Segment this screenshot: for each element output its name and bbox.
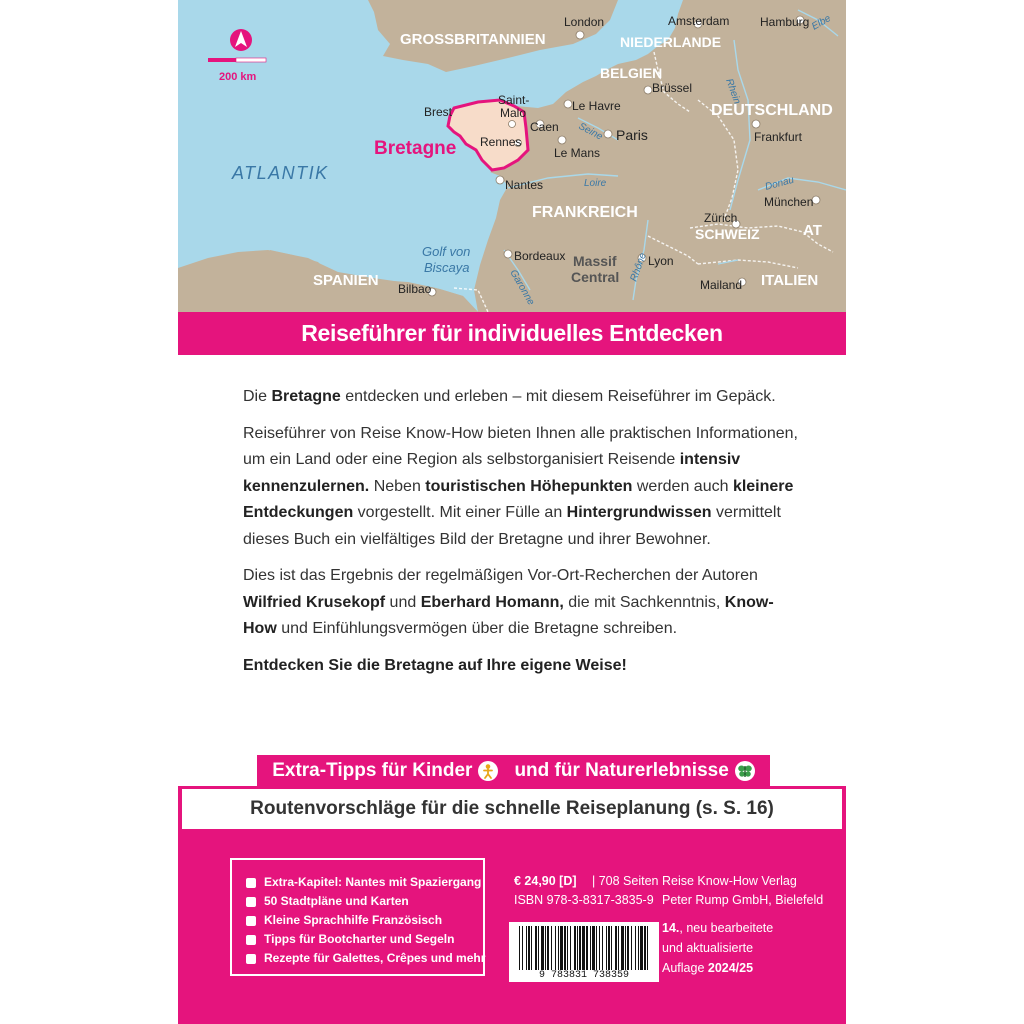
paragraph-1: Die Bretagne entdecken und erleben – mit diesem Reiseführer im Gepäck. [243, 388, 776, 405]
barcode-bar [558, 926, 559, 970]
barcode-bar [564, 926, 566, 970]
barcode-bar [577, 926, 578, 970]
price: € 24,90 [D] [514, 874, 577, 888]
city-label-malo: Malo [500, 106, 527, 120]
extra-tips-nature: und für Naturerlebnisse [514, 760, 729, 781]
barcode-bar [528, 926, 530, 970]
barcode-digits: 9 783831 738359 [509, 970, 659, 982]
city-label-frankfurt: Frankfurt [754, 130, 803, 144]
checkbox-icon [246, 916, 256, 926]
barcode-bar [631, 926, 632, 970]
barcode-bar [535, 926, 537, 970]
gulf-label-line2: Biscaya [424, 260, 470, 275]
features-list [230, 858, 485, 976]
route-suggestions: Routenvorschläge für die schnelle Reiseplanung (s. S. 16) [182, 789, 842, 829]
city-label-hamburg: Hamburg [760, 15, 810, 29]
paragraph-2: Reiseführer von Reise Know-How bieten Ihnen alle praktischen Informationen, um ein Land oder eine Region als selbstorganisiert Reisende intensiv kennenzulernen. Neben touristischen Höhepunkten werden auch kleinere Entdeckungen vorgestellt. Mit einer Fülle an Hintergrundwissen vermittelt dieses Buch ein vielfältiges Bild der Bretagne und ihrer Bewohner. [243, 424, 798, 548]
barcode-bar [586, 926, 588, 970]
city-label-rennes: Rennes [480, 135, 522, 149]
country-label-italien: ITALIEN [761, 272, 819, 289]
edition-line-1: 14., neu bearbeitete [662, 921, 774, 935]
barcode-bar [570, 926, 571, 970]
checkbox-icon [246, 878, 256, 888]
barcode-bar [526, 926, 527, 970]
river-label-seine: Seine [576, 120, 605, 143]
barcode-bar [644, 926, 646, 970]
country-label-belgien: BELGIEN [600, 65, 663, 81]
city-label-nantes: Nantes [505, 178, 544, 192]
barcode-bar [522, 926, 523, 970]
barcode-bar [611, 926, 612, 970]
isbn: ISBN 978-3-8317-3835-9 [514, 893, 654, 907]
city-dot-london [576, 31, 584, 39]
city-label-amsterdam: Amsterdam [668, 14, 730, 28]
checkbox-icon [246, 897, 256, 907]
barcode [509, 922, 659, 982]
scale-label: 200 km [219, 71, 257, 83]
barcode-bar [618, 926, 619, 970]
city-label-saint: Saint- [498, 93, 530, 107]
region-label-line2: Central [571, 269, 620, 285]
edition-line-3: Auflage 2024/25 [662, 961, 754, 975]
barcode-bar [627, 926, 629, 970]
book-back-cover [178, 0, 846, 1024]
barcode-bar [590, 926, 591, 970]
river-label-rhone: Rhône [628, 251, 649, 284]
barcode-bar [519, 926, 520, 970]
publisher-line-2: Peter Rump GmbH, Bielefeld [662, 893, 824, 907]
barcode-bar [599, 926, 600, 970]
page-count: | 708 Seiten [592, 874, 659, 888]
barcode-bar [625, 926, 626, 970]
country-label-niederlande: NIEDERLANDE [620, 34, 722, 50]
barcode-bar [621, 926, 624, 970]
paragraph-4: Entdecken Sie die Bretagne auf Ihre eigene Weise! [243, 656, 627, 674]
country-label-frankreich: FRANKREICH [532, 204, 638, 221]
barcode-bar [555, 926, 556, 970]
river-label-garonne: Garonne [507, 268, 537, 308]
feature-item: Tipps für Bootcharter und Segeln [246, 930, 473, 949]
region-label-line1: Massif [573, 253, 617, 269]
barcode-bar [547, 926, 549, 970]
barcode-bar [602, 926, 603, 970]
river-label-elbe: Elbe [810, 13, 833, 33]
barcode-bar [635, 926, 636, 970]
city-label-caen: Caen [530, 120, 559, 134]
extra-tips-kids: Extra-Tipps für Kinder [272, 760, 473, 781]
city-label-brest: Brest [424, 105, 453, 119]
feature-item: Extra-Kapitel: Nantes mit Spaziergang [246, 873, 473, 892]
city-dot-bruessel [644, 86, 652, 94]
city-dot-saint-malo [509, 121, 516, 128]
city-dot-nantes [496, 176, 504, 184]
city-label-muenchen: München [764, 195, 814, 209]
city-label-bruessel: Brüssel [652, 81, 693, 95]
barcode-bar [531, 926, 532, 970]
barcode-bar [638, 926, 639, 970]
barcode-bar [608, 926, 610, 970]
paragraph-3: Dies ist das Ergebnis der regelmäßigen Vor-Ort-Recherchen der Autoren Wilfried Krusekopf und Eberhard Homann, die mit Sachkenntnis, Know-How und Einfühlungsvermögen über die Bretagne schreiben. [243, 567, 774, 637]
city-dot-le-mans [558, 136, 566, 144]
city-label-le-mans: Le Mans [554, 146, 601, 160]
river-label-donau: Donau [763, 174, 796, 193]
river-label-rhein: Rhein [723, 77, 743, 106]
child-icon [478, 761, 498, 781]
city-label-bilbao: Bilbao [398, 282, 432, 296]
city-label-zuerich: Zürich [704, 211, 738, 225]
barcode-bar [592, 926, 595, 970]
city-label-london: London [564, 15, 605, 29]
bretagne-label: Bretagne [374, 138, 457, 159]
city-label-le-havre: Le Havre [572, 99, 621, 113]
barcode-bar [538, 926, 539, 970]
country-label-deutschland: DEUTSCHLAND [711, 102, 833, 119]
city-dot-frankfurt [752, 120, 760, 128]
gulf-label-line1: Golf von [422, 244, 471, 259]
overview-map [178, 0, 846, 312]
barcode-bar [647, 926, 648, 970]
butterfly-icon [735, 761, 755, 781]
city-label-bordeaux: Bordeaux [514, 249, 566, 263]
country-label-schweiz: SCHWEIZ [695, 226, 760, 242]
country-label-spanien: SPANIEN [313, 272, 379, 289]
barcode-bar [579, 926, 581, 970]
city-label-mailand: Mailand [700, 278, 743, 292]
barcode-bar [567, 926, 568, 970]
city-dot-paris [604, 130, 612, 138]
barcode-bar [596, 926, 597, 970]
barcode-bar [606, 926, 607, 970]
river-label-loire: Loire [584, 178, 607, 189]
description-text [243, 384, 803, 689]
barcode-bar [545, 926, 546, 970]
city-label-lyon: Lyon [648, 254, 674, 268]
barcode-bar [574, 926, 576, 970]
barcode-bar [640, 926, 643, 970]
edition-line-2: und aktualisierte [662, 941, 754, 955]
barcode-bar [560, 926, 563, 970]
country-label-grossbritannien: GROSSBRITANNIEN [400, 31, 546, 48]
country-label-at: AT [803, 222, 822, 239]
feature-item: Rezepte für Galettes, Crêpes und mehr [246, 949, 473, 968]
city-dot-bordeaux [504, 250, 512, 258]
sea-label-atlantik: ATLANTIK [232, 163, 329, 183]
feature-item: Kleine Sprachhilfe Französisch [246, 911, 473, 930]
checkbox-icon [246, 935, 256, 945]
extra-tips-banner [257, 755, 770, 787]
checkbox-icon [246, 954, 256, 964]
publisher-line-1: Reise Know-How Verlag [662, 874, 797, 888]
city-dot-le-havre [564, 100, 572, 108]
barcode-bar [541, 926, 544, 970]
city-label-paris: Paris [616, 127, 648, 143]
barcode-bar [582, 926, 585, 970]
barcode-bar [551, 926, 552, 970]
banner-title: Reiseführer für individuelles Entdecken [178, 312, 846, 355]
barcode-bar [615, 926, 617, 970]
feature-item: 50 Stadtpläne und Karten [246, 892, 473, 911]
